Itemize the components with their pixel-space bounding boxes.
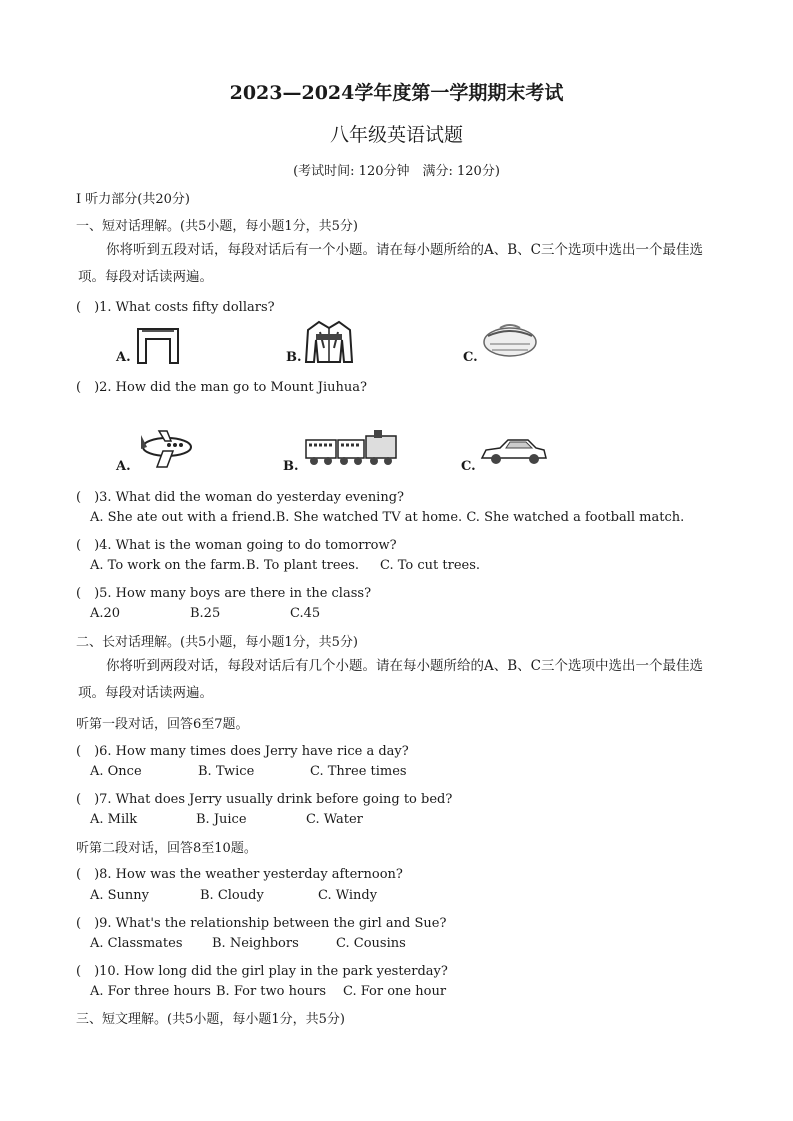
question-10: ( )10. How long did the girl play in the park yesterday? — [76, 964, 448, 979]
q7-option-a: A. Milk — [90, 812, 138, 827]
jacket-icon — [304, 318, 354, 368]
dialog2-heading: 听第二段对话，回答8至10题。 — [76, 841, 257, 856]
q10-option-b: B. For two hours — [216, 984, 327, 999]
q5-option-a: A.20 — [90, 606, 121, 621]
train-icon — [304, 430, 400, 472]
q5-option-c: C.45 — [290, 606, 321, 621]
q9-option-a: A. Classmates — [90, 936, 183, 951]
q4-option-b: B. To plant trees. — [246, 558, 360, 573]
exam-subtitle: 八年级英语试题 — [329, 124, 463, 146]
q9-option-c: C. Cousins — [336, 936, 406, 951]
q9-option-b: B. Neighbors — [212, 936, 299, 951]
question-1: ( )1. What costs fifty dollars? — [76, 300, 275, 315]
exam-title: 2023—2024学年度第一学期期末考试 — [229, 82, 564, 104]
q5-option-b: B.25 — [190, 606, 221, 621]
q2-option-a-label: A. — [116, 459, 131, 474]
t-shirt-icon — [134, 325, 182, 369]
section1-heading: 一、短对话理解。(共5小题，每小题1分，共5分) — [76, 219, 358, 234]
section3-heading: 三、短文理解。(共5小题，每小题1分，共5分) — [76, 1012, 345, 1027]
q8-option-a: A. Sunny — [90, 888, 150, 903]
q1-option-a-label: A. — [116, 350, 131, 365]
question-3: ( )3. What did the woman do yesterday evening? — [76, 490, 405, 505]
question-7: ( )7. What does Jerry usually drink before going to bed? — [76, 792, 453, 807]
q1-option-b-label: B. — [286, 350, 302, 365]
q6-option-b: B. Twice — [198, 764, 255, 779]
q8-option-c: C. Windy — [318, 888, 378, 903]
q7-option-b: B. Juice — [196, 812, 247, 827]
airplane-icon — [137, 427, 195, 475]
q10-option-c: C. For one hour — [343, 984, 447, 999]
question-2: ( )2. How did the man go to Mount Jiuhua? — [76, 380, 367, 395]
q3-options: A. She ate out with a friend.B. She watched TV at home. C. She watched a football match. — [90, 510, 685, 525]
q2-option-b-label: B. — [283, 459, 299, 474]
section2-instructions: 你将听到两段对话，每段对话后有几个小题。请在每小题所给的A、B、C三个选项中选出一个最佳选项。每段对话读两遍。 — [78, 658, 703, 701]
q4-option-a: A. To work on the farm. — [90, 558, 246, 573]
question-9: ( )9. What's the relationship between the girl and Sue? — [76, 916, 447, 931]
question-8: ( )8. How was the weather yesterday afternoon? — [76, 867, 403, 882]
question-4: ( )4. What is the woman going to do tomorrow? — [76, 538, 397, 553]
exam-info: (考试时间: 120分钟 满分: 120分) — [293, 164, 500, 179]
section1-instructions: 你将听到五段对话，每段对话后有一个小题。请在每小题所给的A、B、C三个选项中选出一个最佳选项。每段对话读两遍。 — [78, 242, 703, 285]
q2-option-c-label: C. — [461, 459, 476, 474]
q8-option-b: B. Cloudy — [200, 888, 264, 903]
question-5: ( )5. How many boys are there in the class? — [76, 586, 372, 601]
q10-option-a: A. For three hours — [90, 984, 211, 999]
q1-option-c-label: C. — [463, 350, 478, 365]
section2-heading: 二、长对话理解。(共5小题，每小题1分，共5分) — [76, 635, 358, 650]
sweater-icon — [482, 322, 538, 364]
part1-heading: Ⅰ 听力部分(共20分) — [76, 192, 190, 207]
q6-option-c: C. Three times — [310, 764, 407, 779]
q7-option-c: C. Water — [306, 812, 363, 827]
q4-option-c: C. To cut trees. — [380, 558, 481, 573]
car-icon — [478, 438, 548, 470]
dialog1-heading: 听第一段对话，回答6至7题。 — [76, 717, 249, 732]
question-6: ( )6. How many times does Jerry have rice a day? — [76, 744, 409, 759]
q6-option-a: A. Once — [90, 764, 142, 779]
